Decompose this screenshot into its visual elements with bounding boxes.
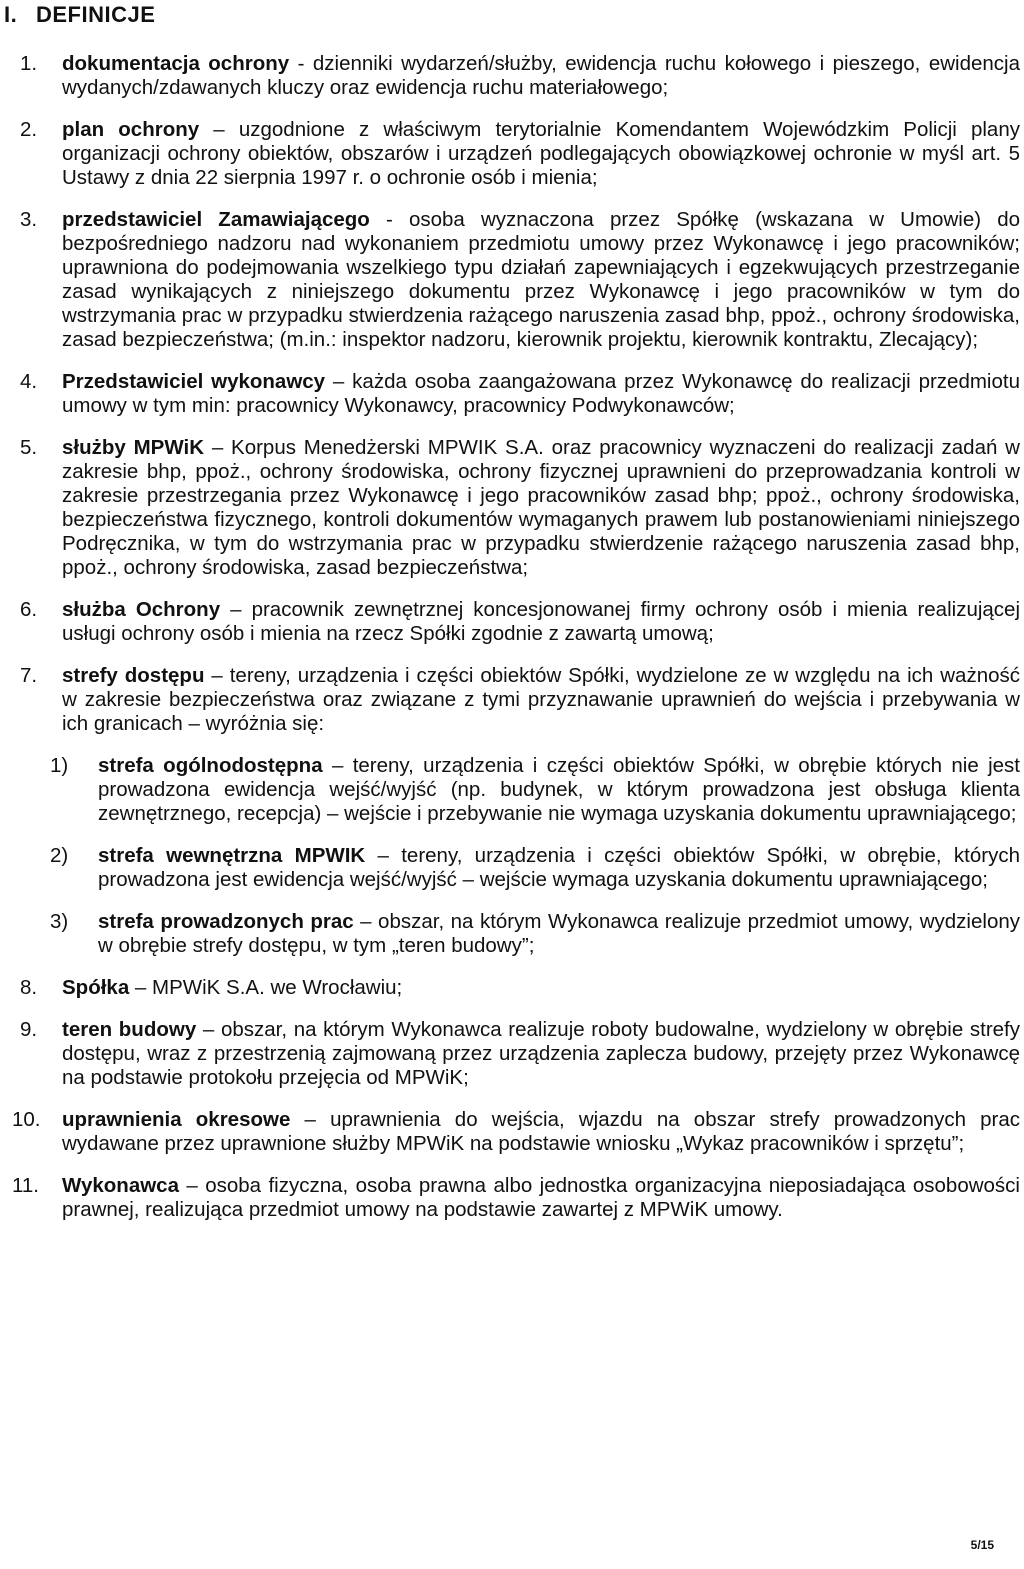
definition-item — [0, 208, 1024, 352]
definition-item — [0, 1108, 1024, 1156]
item-term: przedstawiciel Zamawiającego — [62, 208, 370, 231]
item-term: uprawnienia okresowe — [62, 1108, 291, 1131]
item-number: 8. — [20, 976, 38, 999]
item-term: służby MPWiK — [62, 436, 205, 459]
section-heading — [4, 2, 155, 28]
definition-item — [0, 118, 1024, 190]
item-number: 3. — [20, 208, 38, 231]
subitem-number: 1) — [50, 754, 69, 777]
definition-item — [0, 1174, 1024, 1222]
item-number: 2. — [20, 118, 38, 141]
definition-item — [0, 436, 1024, 580]
item-term: Spółka — [62, 976, 130, 999]
item-text: – MPWiK S.A. we Wrocławiu; — [129, 976, 403, 999]
item-term: dokumentacja ochrony — [62, 52, 290, 75]
subitem-text: – tereny, urządzenia i części obiektów Spółki, w obrębie, których prowadzona jest ewidencja wejść/wyjść – wejście wymaga uzyskania dokumentu uprawniającego; — [98, 844, 1020, 891]
subitem-text: – obszar, na którym Wykonawca realizuje przedmiot umowy, wydzielony w obrębie strefy dostępu, w tym „teren budowy”; — [98, 910, 1020, 957]
page-number: 5/15 — [970, 1538, 994, 1552]
sub-definition-item — [50, 844, 1020, 892]
definitions-list — [0, 52, 1024, 1240]
subitem-term: strefa ogólnodostępna — [98, 754, 323, 777]
definition-item — [0, 976, 1024, 1000]
subitem-term: strefa prowadzonych prac — [98, 910, 354, 933]
section-number: I. — [4, 2, 18, 27]
section-title: DEFINICJE — [36, 2, 156, 27]
definition-item — [0, 664, 1024, 958]
item-text: – osoba fizyczna, osoba prawna albo jednostka organizacyjna nieposiadająca osobowości prawnej, realizująca przedmiot umowy na podstawie zawartej z MPWiK umowy. — [62, 1174, 1020, 1221]
item-text: – Korpus Menedżerski MPWIK S.A. oraz pracownicy wyznaczeni do realizacji zadań w zakresie bhp, ppoż., ochrony środowiska, ochrony fizycznej uprawnieni do przeprowadzania kontroli w zakresie przestrzegania przez Wykonawcę i jego pracowników zasad bhp; ppoż., ochrony środowiska, bezpieczeństwa fizycznego, kontroli dokumentów wymaganych prawem lub postanowieniami niniejszego Podręcznika, w tym do wstrzymania prac w przypadku stwierdzenie rażącego naruszenia zasad bhp, ppoż., ochrony środowiska, zasad bezpieczeństwa; — [62, 436, 1020, 579]
item-number: 10. — [12, 1108, 41, 1131]
item-number: 9. — [20, 1018, 38, 1041]
item-number: 4. — [20, 370, 38, 393]
definition-item — [0, 52, 1024, 100]
subitem-text: – tereny, urządzenia i części obiektów Spółki, w obrębie których nie jest prowadzona ewidencja wejść/wyjść (np. budynek, w którym prowadzona jest obsługa klienta zewnętrznego, recepcja) – wejście i przebywanie nie wymaga uzyskania dokumentu uprawniającego; — [98, 754, 1020, 825]
item-number: 6. — [20, 598, 38, 621]
sub-definition-item — [50, 910, 1020, 958]
item-term: teren budowy — [62, 1018, 197, 1041]
item-text: – obszar, na którym Wykonawca realizuje roboty budowalne, wydzielony w obrębie strefy dostępu, wraz z przestrzenią zajmowaną przez urządzenia zaplecza budowy, przejęty przez Wykonawcę na podstawie protokołu przejęcia od MPWiK; — [62, 1018, 1021, 1089]
item-number: 1. — [20, 52, 38, 75]
access-zones-sublist — [50, 754, 1020, 958]
subitem-number: 2) — [50, 844, 69, 867]
item-term: strefy dostępu — [62, 664, 205, 687]
item-term: Wykonawca — [62, 1174, 179, 1197]
definition-item — [0, 370, 1024, 418]
item-number: 7. — [20, 664, 38, 687]
definition-item — [0, 1018, 1024, 1090]
item-text: – uprawnienia do wejścia, wjazdu na obszar strefy prowadzonych prac wydawane przez uprawnione służby MPWiK na podstawie wniosku „Wykaz pracowników i sprzętu”; — [62, 1108, 1021, 1155]
item-number: 5. — [20, 436, 38, 459]
item-term: służba Ochrony — [62, 598, 221, 621]
item-text: – uzgodnione z właściwym terytorialnie Komendantem Wojewódzkim Policji plany organizacji ochrony obiektów, obszarów i urządzeń podlegających obowiązkowej ochronie w myśl art. 5 Ustawy z dnia 22 sierpnia 1997 r. o ochronie osób i mienia; — [62, 118, 1020, 189]
item-text: – każda osoba zaangażowana przez Wykonawcę do realizacji przedmiotu umowy w tym min: pracownicy Wykonawcy, pracownicy Podwykonawców; — [62, 370, 1020, 417]
item-term: Przedstawiciel wykonawcy — [62, 370, 326, 393]
item-text: – tereny, urządzenia i części obiektów Spółki, wydzielone ze w względu na ich ważność w zakresie bezpieczeństwa oraz związane z tymi przyznawanie uprawnień do wejścia i przebywania w ich granicach – wyróżnia się: — [62, 664, 1020, 735]
item-number: 11. — [12, 1174, 39, 1197]
definition-item — [0, 598, 1024, 646]
item-text: - dzienniki wydarzeń/służby, ewidencja ruchu kołowego i pieszego, ewidencja wydanych/zdawanych kluczy oraz ewidencja ruchu materiałowego; — [62, 52, 1020, 99]
subitem-term: strefa wewnętrzna MPWIK — [98, 844, 366, 867]
subitem-number: 3) — [50, 910, 69, 933]
item-text: - osoba wyznaczona przez Spółkę (wskazana w Umowie) do bezpośredniego nadzoru nad wykonaniem przedmiotu umowy przez Wykonawcę i jego pracowników; uprawniona do podejmowania wszelkiego typu działań zapewniających i egzekwujących przestrzeganie zasad wynikających z niniejszego dokumentu przez Wykonawcę i jego pracowników w tym do wstrzymania prac w przypadku stwierdzenia rażącego naruszenia zasad bhp, ppoż., ochrony środowiska, zasad bezpieczeństwa; (m.in.: inspektor nadzoru, kierownik projektu, kierownik kontraktu, Zlecający); — [62, 208, 1021, 351]
item-text: – pracownik zewnętrznej koncesjonowanej firmy ochrony osób i mienia realizującej usługi ochrony osób i mienia na rzecz Spółki zgodnie z zawartą umową; — [62, 598, 1021, 645]
item-term: plan ochrony — [62, 118, 200, 141]
sub-definition-item — [50, 754, 1020, 826]
